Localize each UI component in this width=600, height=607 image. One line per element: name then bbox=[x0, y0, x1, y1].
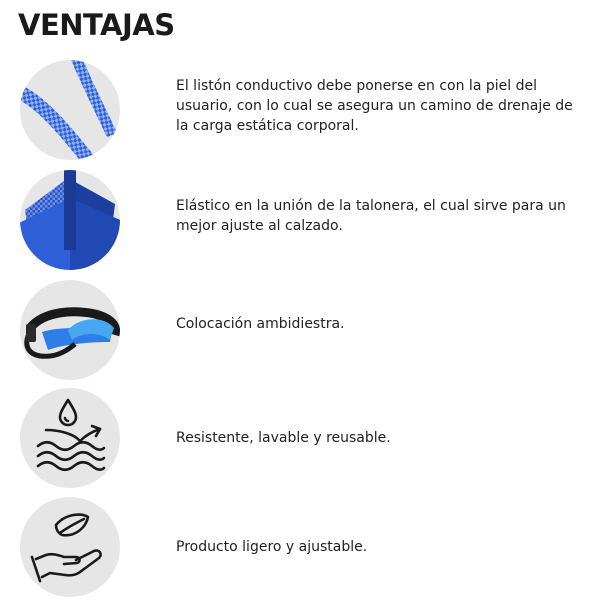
advantage-item-elastic-heel bbox=[0, 170, 600, 280]
advantage-text: Resistente, lavable y reusable. bbox=[176, 430, 391, 446]
advantage-text: El listón conductivo debe ponerse en con la piel del usuario, con lo cual se asegura un camino de drenaje de la carga estática corporal. bbox=[176, 78, 573, 134]
advantage-text: Producto ligero y ajustable. bbox=[176, 539, 368, 555]
advantage-item-conductive-strap bbox=[0, 60, 600, 170]
advantage-text: Colocación ambidiestra. bbox=[176, 316, 345, 332]
advantage-item-washable bbox=[0, 388, 600, 498]
leaf-in-hand-icon bbox=[20, 497, 120, 597]
advantage-item-ambidextrous bbox=[0, 280, 600, 390]
conductive-strap-photo-icon bbox=[20, 60, 120, 160]
advantage-text: Elástico en la unión de la talonera, el cual sirve para un mejor ajuste al calzado. bbox=[176, 198, 566, 234]
water-drop-waves-icon bbox=[20, 388, 120, 488]
ambidextrous-heel-grounder-photo-icon bbox=[20, 280, 120, 380]
advantage-item-lightweight bbox=[0, 497, 600, 607]
elastic-heel-strap-photo-icon bbox=[20, 170, 120, 270]
page-title: VENTAJAS bbox=[18, 8, 175, 42]
